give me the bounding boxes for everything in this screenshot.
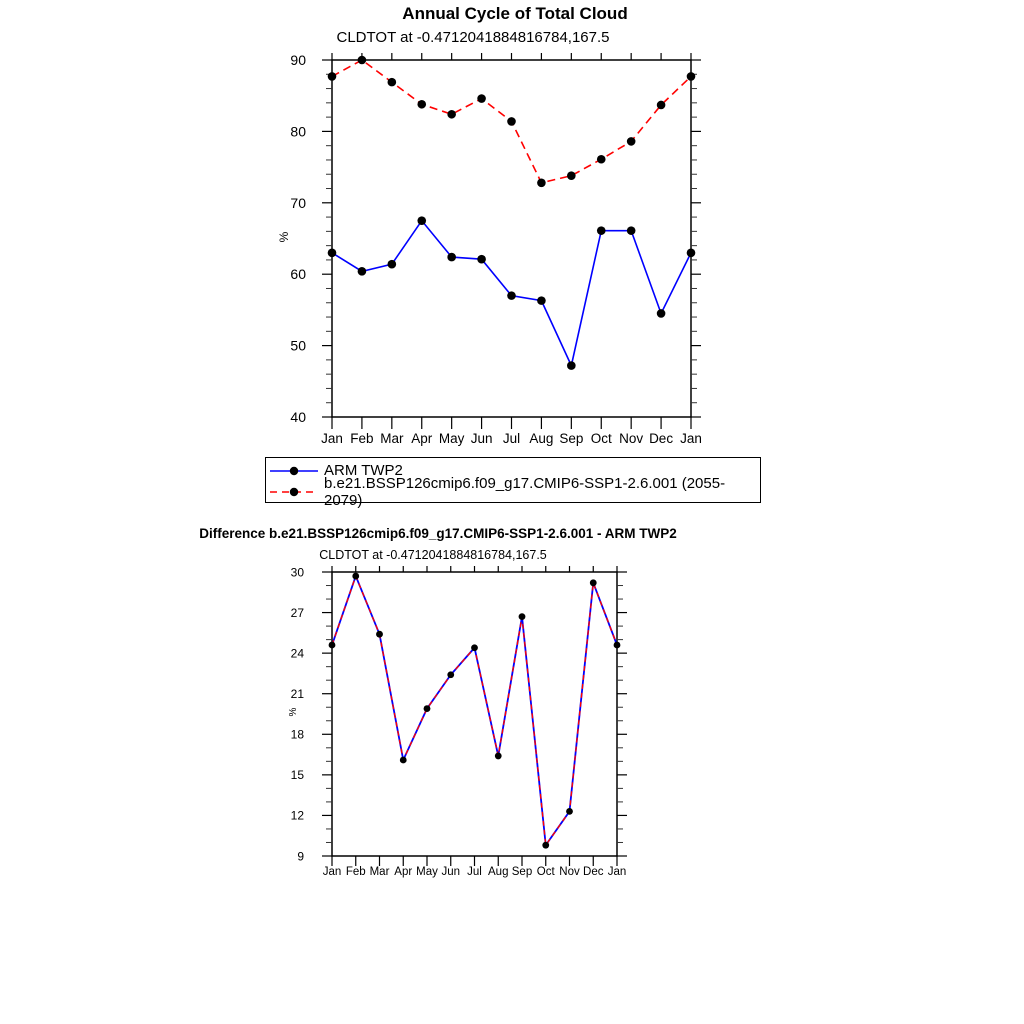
legend-marker-dot xyxy=(290,487,298,495)
data-point-marker xyxy=(507,117,516,126)
data-point-marker xyxy=(657,101,666,110)
bottom-chart-subtitle: CLDTOT at -0.4712041884816784,167.5 xyxy=(319,548,547,562)
y-tick-label: 9 xyxy=(297,849,304,864)
data-point-marker xyxy=(352,573,359,580)
data-point-marker xyxy=(328,72,337,81)
data-point-marker xyxy=(537,296,546,305)
top-chart-subtitle: CLDTOT at -0.4712041884816784,167.5 xyxy=(336,29,610,46)
y-tick-label: 50 xyxy=(290,337,306,354)
y-tick-label: 90 xyxy=(290,52,306,68)
x-tick-label: Apr xyxy=(411,431,433,446)
data-point-marker xyxy=(657,309,666,318)
data-point-marker xyxy=(447,110,456,119)
x-tick-label: Oct xyxy=(536,866,555,878)
data-point-marker xyxy=(424,705,431,712)
legend-label: ARM TWP2 xyxy=(324,462,403,479)
x-tick-label: Sep xyxy=(559,431,584,446)
x-tick-label: Feb xyxy=(350,431,374,446)
legend-label: b.e21.BSSP126cmip6.f09_g17.CMIP6-SSP1-2.6.001 (2055-2079) xyxy=(324,474,726,509)
data-point-marker xyxy=(417,100,426,109)
x-tick-label: Oct xyxy=(590,431,612,446)
data-point-marker xyxy=(519,613,526,620)
data-point-marker xyxy=(566,808,573,815)
x-tick-label: Feb xyxy=(345,866,366,878)
x-tick-label: Jan xyxy=(322,866,342,878)
y-tick-label: 18 xyxy=(290,727,304,742)
plot-frame xyxy=(332,572,617,856)
x-tick-label: Jan xyxy=(321,431,343,446)
y-tick-label: 27 xyxy=(290,605,304,620)
legend-entry-model xyxy=(266,474,760,509)
data-point-marker xyxy=(358,267,367,276)
data-point-marker xyxy=(388,78,397,87)
data-point-marker xyxy=(477,255,486,264)
data-point-marker xyxy=(590,579,597,586)
y-tick-label: 70 xyxy=(290,194,306,211)
y-tick-label: 40 xyxy=(290,409,306,425)
data-point-marker xyxy=(358,56,367,65)
x-tick-label: Jan xyxy=(607,866,627,878)
y-tick-label: 60 xyxy=(290,266,306,283)
x-tick-label: Aug xyxy=(529,431,554,446)
legend-dashed-line-sample xyxy=(266,485,322,499)
plot-frame xyxy=(332,60,691,417)
top-chart-y-axis-label: % xyxy=(277,231,291,243)
data-point-marker xyxy=(329,642,336,649)
x-tick-label: May xyxy=(438,431,465,446)
x-tick-label: Mar xyxy=(380,431,404,446)
x-tick-label: May xyxy=(416,866,438,878)
data-point-marker xyxy=(542,842,549,849)
bottom-chart-title: Difference b.e21.BSSP126cmip6.f09_g17.CMIP6-SSP1-2.6.001 - ARM TWP2 xyxy=(199,526,677,541)
data-point-marker xyxy=(400,757,407,764)
x-tick-label: Nov xyxy=(619,431,644,446)
data-point-marker xyxy=(376,631,383,638)
data-point-marker xyxy=(495,753,502,760)
x-tick-label: Dec xyxy=(649,431,674,446)
data-point-marker xyxy=(614,642,621,649)
legend-box xyxy=(265,457,761,509)
data-point-marker xyxy=(627,226,636,235)
top-chart-title: Annual Cycle of Total Cloud xyxy=(402,4,628,23)
legend-marker-dot xyxy=(290,466,298,474)
x-tick-label: Dec xyxy=(583,866,604,878)
data-point-marker xyxy=(597,155,606,164)
data-point-marker xyxy=(471,644,478,651)
x-tick-label: Jun xyxy=(470,431,493,446)
x-tick-label: Jan xyxy=(680,431,702,446)
data-point-marker xyxy=(507,291,516,300)
data-point-marker xyxy=(627,137,636,146)
series-line-dashed-overlay xyxy=(332,576,617,845)
data-point-marker xyxy=(687,248,696,257)
data-point-marker xyxy=(567,171,576,180)
x-tick-label: Apr xyxy=(394,866,413,878)
data-point-marker xyxy=(477,94,486,103)
y-tick-label: 12 xyxy=(290,808,304,823)
y-tick-label: 30 xyxy=(290,565,304,580)
data-point-marker xyxy=(567,361,576,370)
x-tick-label: Aug xyxy=(488,866,509,878)
legend-solid-line-sample xyxy=(266,464,322,478)
y-tick-label: 80 xyxy=(290,123,306,140)
x-tick-label: Jul xyxy=(502,431,521,446)
y-tick-label: 24 xyxy=(290,646,304,661)
data-point-marker xyxy=(597,226,606,235)
x-tick-label: Jul xyxy=(467,866,482,878)
x-tick-label: Sep xyxy=(511,866,533,878)
x-tick-label: Jun xyxy=(441,866,461,878)
data-point-marker xyxy=(687,72,696,81)
y-tick-label: 15 xyxy=(290,768,304,783)
series-line-solid xyxy=(332,576,617,845)
x-tick-label: Mar xyxy=(369,866,390,878)
data-point-marker xyxy=(537,179,546,188)
y-tick-label: 21 xyxy=(290,687,304,702)
data-point-marker xyxy=(417,216,426,225)
bottom-chart-y-axis-label: % xyxy=(287,707,299,717)
data-point-marker xyxy=(447,671,454,678)
data-point-marker xyxy=(328,248,337,257)
data-point-marker xyxy=(388,260,397,269)
data-point-marker xyxy=(447,253,456,262)
x-tick-label: Nov xyxy=(559,866,580,878)
